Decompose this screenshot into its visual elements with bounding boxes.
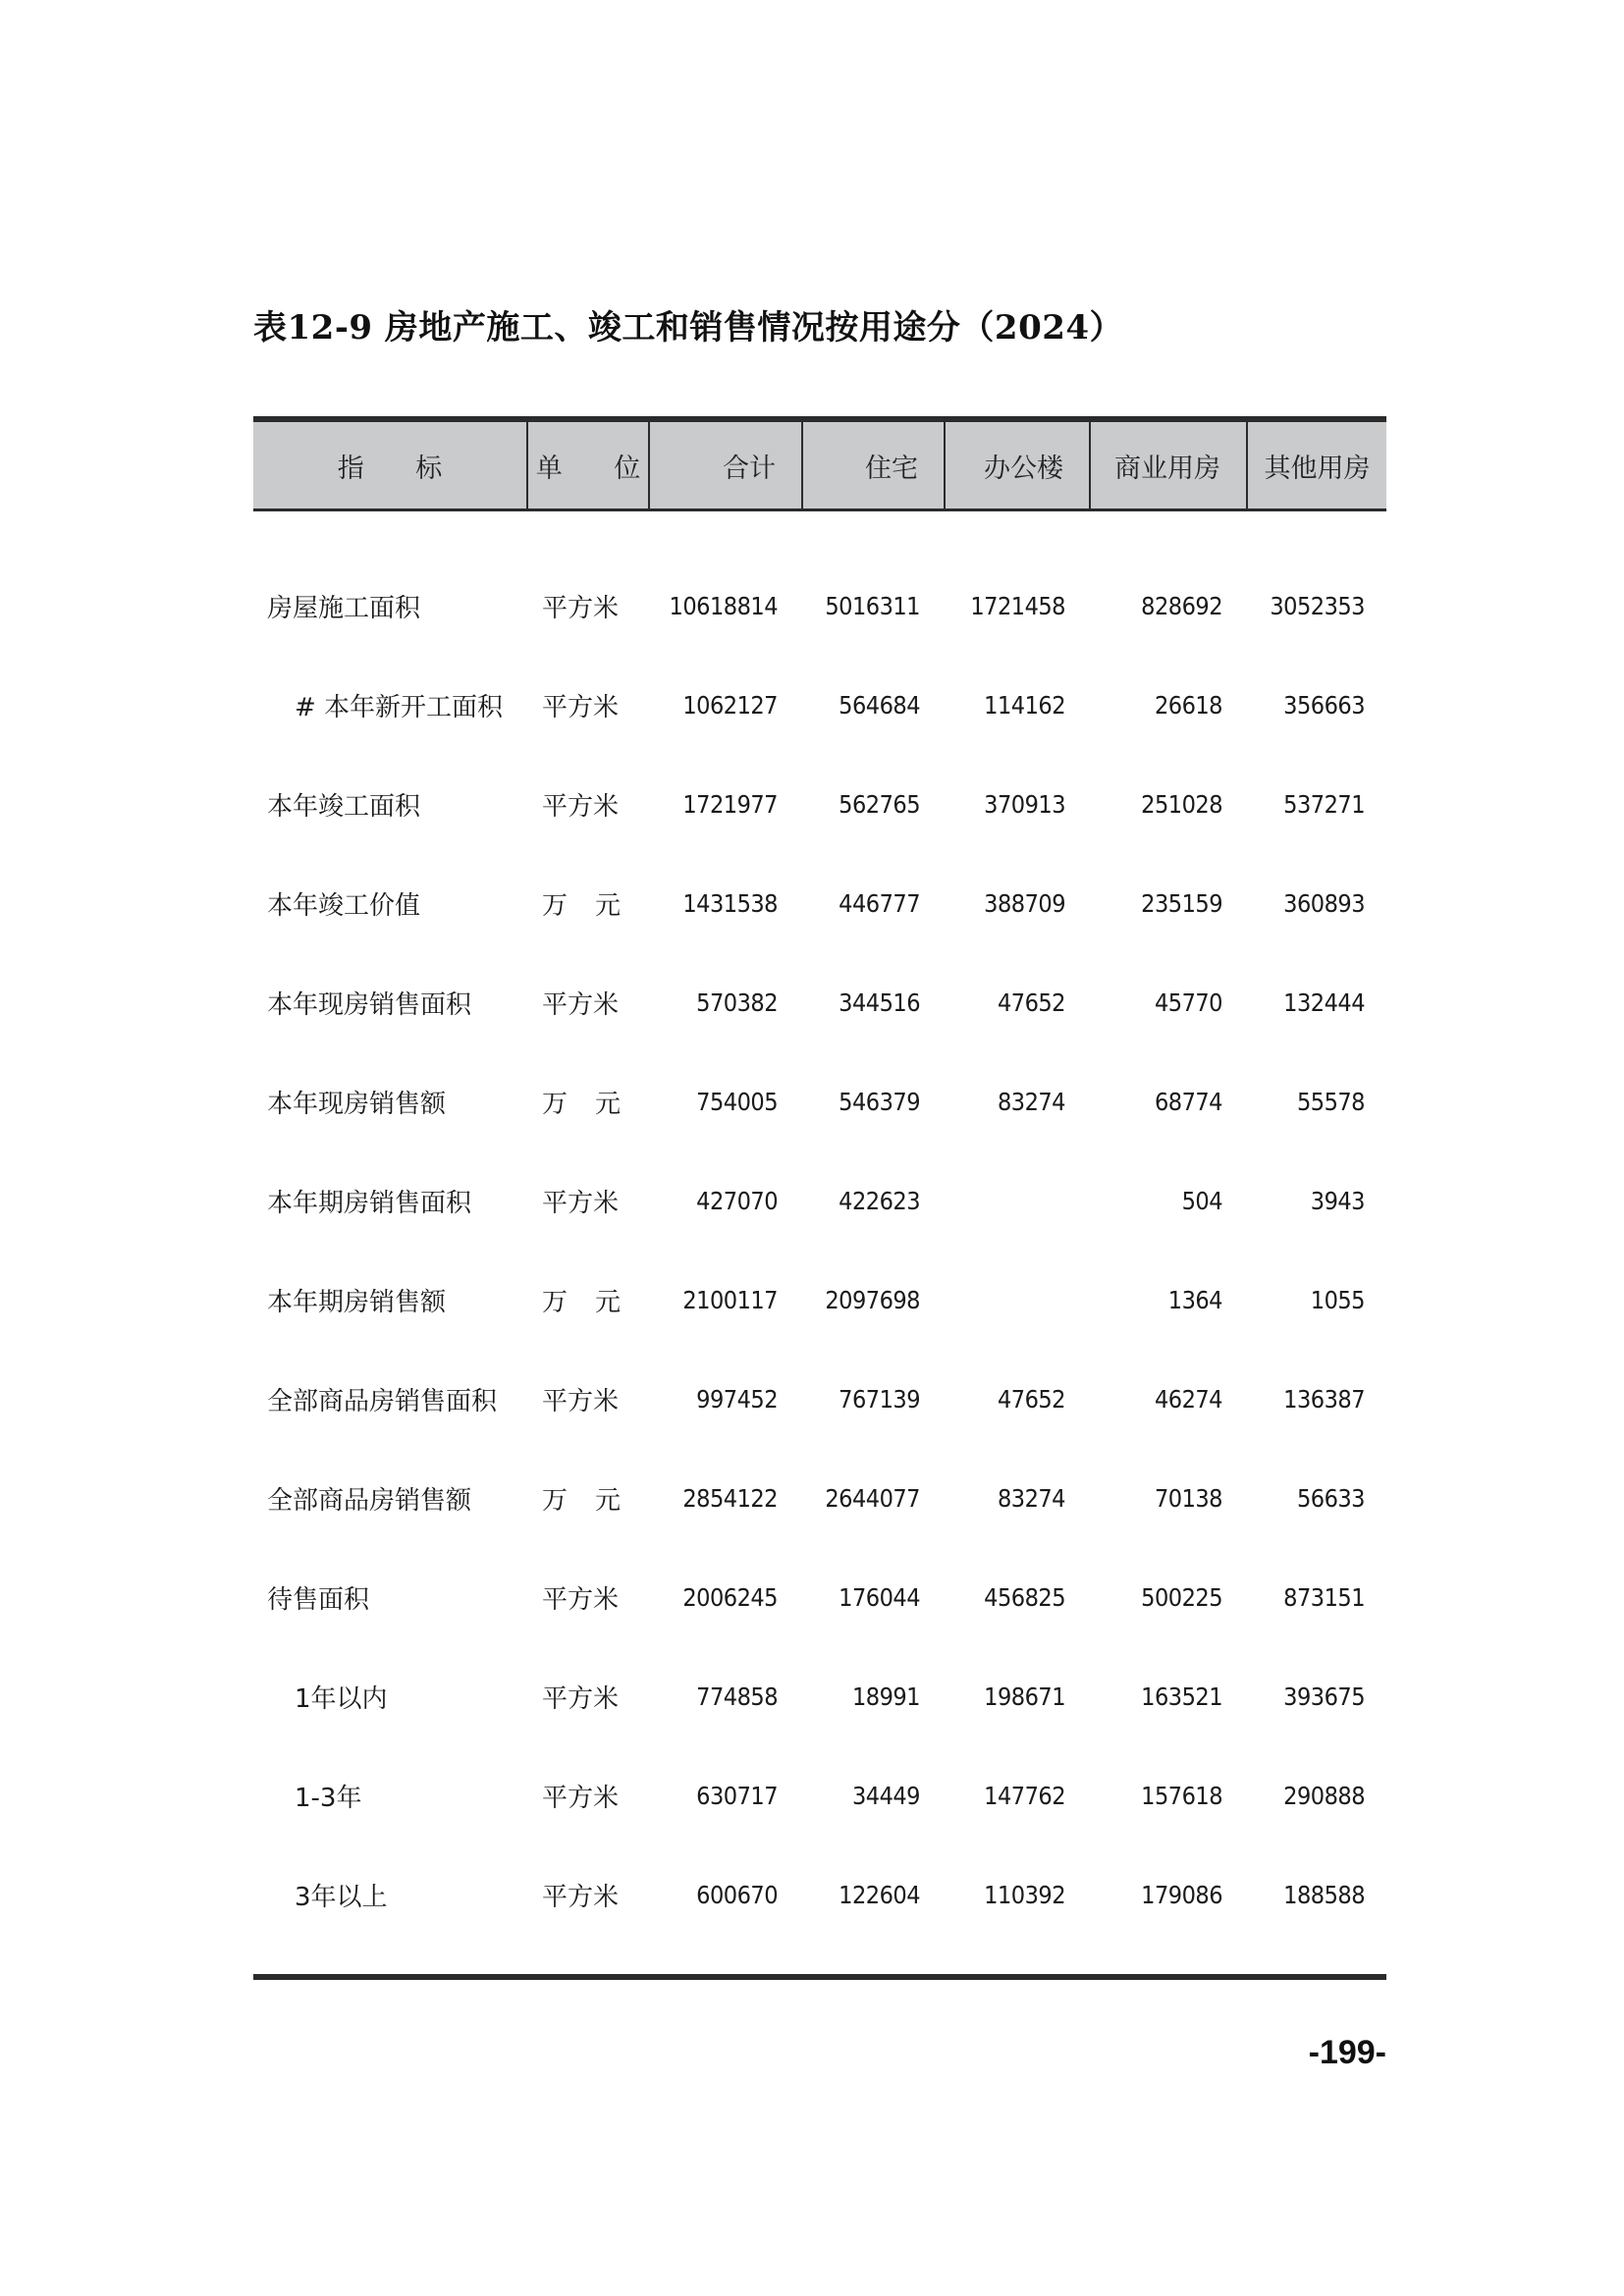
cell-office: 370913: [984, 790, 1065, 819]
row-indicator: 本年期房销售额: [267, 1288, 447, 1317]
row-indicator: 待售面积: [267, 1585, 370, 1615]
row-unit: 万元: [542, 891, 649, 921]
cell-total: 2100117: [682, 1286, 778, 1314]
cell-office: 388709: [984, 889, 1065, 918]
cell-commercial: 45770: [1154, 988, 1222, 1017]
header-unit: 单 位: [528, 422, 650, 508]
table-title: 表12-9 房地产施工、竣工和销售情况按用途分（2024）: [253, 308, 1124, 347]
row-unit: 平方米: [542, 1883, 620, 1912]
row-unit: 平方米: [542, 792, 620, 822]
cell-office: 47652: [997, 988, 1065, 1017]
page-number: -199-: [1308, 2034, 1386, 2071]
row-unit: 平方米: [542, 1585, 620, 1615]
cell-residential: 18991: [851, 1682, 920, 1711]
table-row: [253, 1449, 1386, 1548]
row-unit: 平方米: [542, 693, 620, 722]
header-other: 其他用房: [1264, 453, 1371, 484]
cell-commercial: 70138: [1154, 1484, 1222, 1513]
cell-commercial: 1364: [1167, 1286, 1222, 1314]
header-commercial: 商业用房: [1091, 422, 1248, 508]
cell-total: 1431538: [682, 889, 778, 918]
row-unit: 平方米: [542, 1684, 620, 1714]
table-row: [253, 953, 1386, 1052]
cell-commercial: 500225: [1141, 1583, 1222, 1612]
row-unit: 平方米: [542, 1189, 620, 1218]
row-unit: 平方米: [542, 594, 620, 623]
cell-residential: 122604: [839, 1881, 920, 1909]
cell-office: 83274: [997, 1088, 1065, 1116]
cell-residential: 344516: [839, 988, 920, 1017]
table-row: [253, 1151, 1386, 1251]
cell-other: 290888: [1283, 1782, 1365, 1810]
row-indicator: 本年竣工面积: [267, 792, 421, 822]
cell-office: 147762: [984, 1782, 1065, 1810]
row-indicator: 全部商品房销售额: [267, 1486, 472, 1516]
row-indicator: 1-3年: [295, 1784, 362, 1813]
cell-total: 2854122: [682, 1484, 778, 1513]
cell-other: 136387: [1283, 1385, 1365, 1414]
cell-residential: 562765: [839, 790, 920, 819]
cell-total: 754005: [696, 1088, 778, 1116]
table-row: [253, 1251, 1386, 1350]
table-row: [253, 1746, 1386, 1845]
cell-total: 630717: [696, 1782, 778, 1810]
cell-total: 1062127: [682, 691, 778, 720]
cell-residential: 446777: [839, 889, 920, 918]
row-unit: 平方米: [542, 1784, 620, 1813]
row-indicator: 本年竣工价值: [267, 891, 421, 921]
table-row: [253, 1845, 1386, 1945]
row-indicator: 房屋施工面积: [267, 594, 421, 623]
table-body: [253, 511, 1386, 1945]
cell-commercial: 68774: [1154, 1088, 1222, 1116]
cell-other: 1055: [1310, 1286, 1365, 1314]
cell-commercial: 179086: [1141, 1881, 1222, 1909]
header-residential: 住宅: [803, 422, 946, 508]
row-indicator: 本年期房销售面积: [267, 1189, 472, 1218]
row-indicator: 1年以内: [295, 1684, 388, 1714]
row-unit: 平方米: [542, 1387, 620, 1416]
cell-residential: 2097698: [825, 1286, 920, 1314]
table-header: [253, 422, 1386, 511]
table-row: [253, 854, 1386, 953]
row-unit: 万元: [542, 1090, 649, 1119]
table-row: [253, 1052, 1386, 1151]
cell-other: 188588: [1283, 1881, 1365, 1909]
cell-office: 1721458: [970, 592, 1065, 620]
header-total: 合计: [650, 422, 803, 508]
table-row: [253, 557, 1386, 656]
cell-office: 114162: [984, 691, 1065, 720]
row-indicator: 本年现房销售面积: [267, 990, 472, 1020]
cell-commercial: 235159: [1141, 889, 1222, 918]
cell-residential: 34449: [851, 1782, 920, 1810]
cell-residential: 564684: [839, 691, 920, 720]
row-indicator: 本年现房销售额: [267, 1090, 447, 1119]
row-indicator: 3年以上: [295, 1883, 388, 1912]
cell-total: 774858: [696, 1682, 778, 1711]
cell-office: 47652: [997, 1385, 1065, 1414]
cell-commercial: 26618: [1154, 691, 1222, 720]
cell-commercial: 828692: [1141, 592, 1222, 620]
cell-commercial: 157618: [1141, 1782, 1222, 1810]
cell-other: 537271: [1283, 790, 1365, 819]
cell-residential: 422623: [839, 1187, 920, 1215]
cell-total: 570382: [696, 988, 778, 1017]
cell-other: 393675: [1283, 1682, 1365, 1711]
table-row: [253, 1647, 1386, 1746]
cell-other: 56633: [1296, 1484, 1365, 1513]
table-row: [253, 755, 1386, 854]
header-indicator: 指 标: [253, 422, 528, 508]
cell-office: 198671: [984, 1682, 1065, 1711]
statistics-table: [253, 416, 1386, 1945]
table-row: [253, 1548, 1386, 1647]
cell-residential: 767139: [839, 1385, 920, 1414]
cell-commercial: 163521: [1141, 1682, 1222, 1711]
cell-residential: 546379: [839, 1088, 920, 1116]
cell-other: 55578: [1296, 1088, 1365, 1116]
cell-total: 997452: [696, 1385, 778, 1414]
cell-office: 110392: [984, 1881, 1065, 1909]
cell-office: 456825: [984, 1583, 1065, 1612]
cell-residential: 2644077: [825, 1484, 920, 1513]
cell-total: 600670: [696, 1881, 778, 1909]
row-unit: 平方米: [542, 990, 620, 1020]
cell-other: 360893: [1283, 889, 1365, 918]
table-row: [253, 656, 1386, 755]
cell-other: 132444: [1283, 988, 1365, 1017]
cell-total: 1721977: [682, 790, 778, 819]
cell-residential: 5016311: [825, 592, 920, 620]
row-indicator: 全部商品房销售面积: [267, 1387, 498, 1416]
row-unit: 万元: [542, 1486, 649, 1516]
cell-other: 873151: [1283, 1583, 1365, 1612]
row-indicator: # 本年新开工面积: [295, 693, 504, 722]
row-unit: 万元: [542, 1288, 649, 1317]
cell-total: 427070: [696, 1187, 778, 1215]
cell-total: 2006245: [682, 1583, 778, 1612]
cell-total: 10618814: [669, 592, 778, 620]
cell-other: 3943: [1310, 1187, 1365, 1215]
table-row: [253, 1350, 1386, 1449]
cell-office: 83274: [997, 1484, 1065, 1513]
cell-commercial: 504: [1181, 1187, 1222, 1215]
header-office: 办公楼: [946, 422, 1091, 508]
cell-residential: 176044: [839, 1583, 920, 1612]
bottom-rule: [253, 1974, 1386, 1980]
cell-commercial: 251028: [1141, 790, 1222, 819]
cell-commercial: 46274: [1154, 1385, 1222, 1414]
cell-other: 3052353: [1270, 592, 1365, 620]
cell-other: 356663: [1283, 691, 1365, 720]
